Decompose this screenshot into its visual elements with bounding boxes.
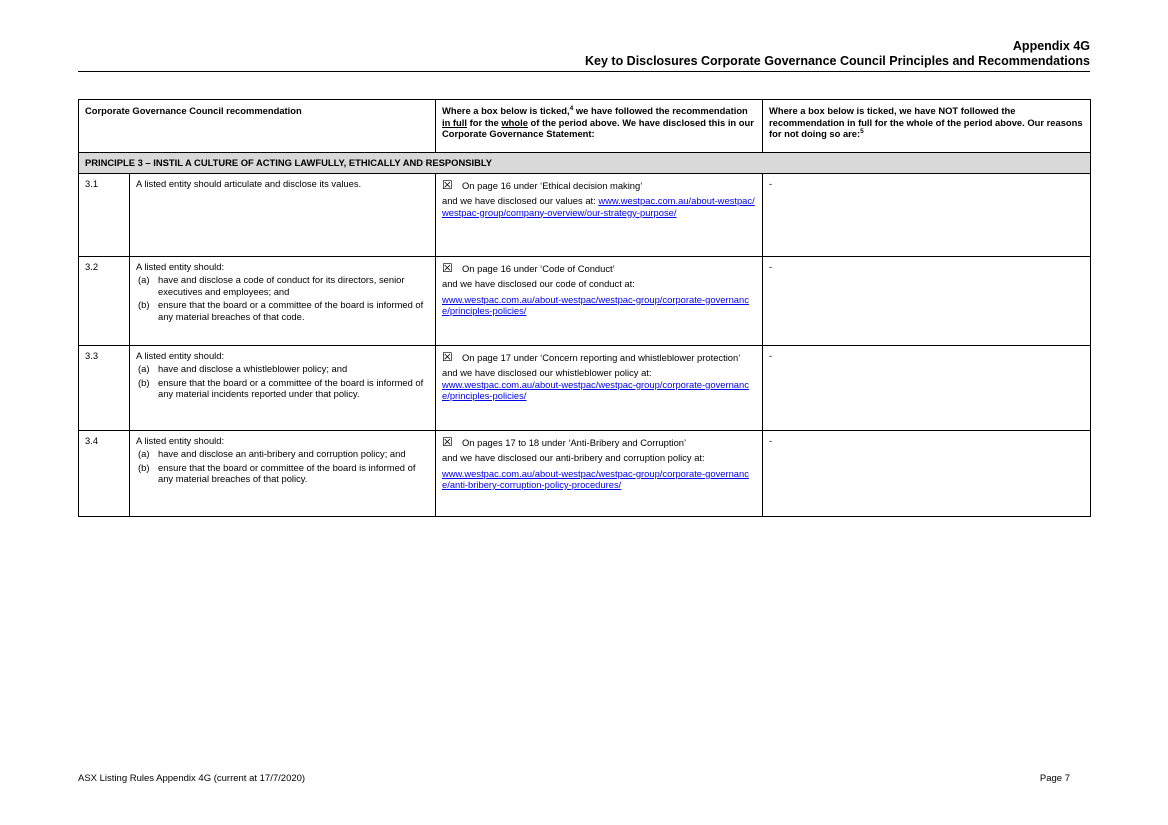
- sub-text: have and disclose a whistleblower policy; and: [158, 363, 348, 374]
- rec-intro: A listed entity should:: [136, 349, 225, 361]
- col-header-not-followed: Where a box below is ticked, we have NOT followed the recommendation in full for the whole of the period above. Our reasons for not doing so are:$^5$: [763, 100, 1091, 153]
- sub-label: (b): [138, 461, 150, 473]
- sub-text: ensure that the board or a committee of the board is informed of any material breaches of that code.: [158, 299, 424, 322]
- not-followed-cell: -: [763, 256, 1091, 345]
- rec-cell: [130, 345, 436, 430]
- col-header-recommendation: Corporate Governance Council recommendation: [79, 100, 436, 153]
- appendix-label: Appendix 4G: [1012, 39, 1090, 53]
- not-followed-cell: -: [763, 173, 1091, 256]
- page-header: [78, 39, 1090, 69]
- rec-number: 3.2: [79, 256, 130, 345]
- checked-text: On page 17 under ‘Concern reporting and whistleblower protection’: [462, 351, 741, 363]
- table-row: [79, 173, 1091, 256]
- page-number: Page 7: [1039, 773, 1070, 784]
- rec-text: A listed entity should articulate and disclose its values.: [130, 173, 436, 256]
- footnote-ref: 5: [860, 127, 864, 135]
- policy-link[interactable]: www.westpac.com.au/about-westpac/westpac-group/corporate-governance/anti-bribery-corruption-policy-procedures/: [442, 467, 749, 490]
- sub-label: (a): [138, 448, 150, 459]
- rec-number: 3.1: [79, 173, 130, 256]
- rec-number: 3.3: [79, 345, 130, 430]
- rec-intro: A listed entity should:: [136, 434, 225, 446]
- principle-row: [79, 153, 1091, 174]
- sub-label: (a): [138, 274, 150, 285]
- checked-box-icon: ☒: [442, 177, 453, 192]
- disclosure-table: [78, 99, 1091, 517]
- policy-link[interactable]: www.westpac.com.au/about-westpac/westpac-group/corporate-governance/principles-policies/: [442, 378, 749, 401]
- table-row: [79, 430, 1091, 516]
- footnote-ref: 4: [569, 104, 574, 112]
- table-row: [79, 345, 1091, 430]
- followed-cell: [436, 256, 763, 345]
- checked-box-icon: ☒: [442, 260, 453, 275]
- sub-text: ensure that the board or committee of the board is informed of any material breaches of that policy.: [158, 461, 416, 484]
- followed-cell: [436, 345, 763, 430]
- table-row: [79, 256, 1091, 345]
- document-title: Key to Disclosures Corporate Governance Council Principles and Recommendations: [585, 54, 1090, 68]
- sub-text: ensure that the board or a committee of the board is informed of any material incidents reported under that policy.: [158, 376, 424, 399]
- principle-title: PRINCIPLE 3 – INSTIL A CULTURE OF ACTING LAWFULLY, ETHICALLY AND RESPONSIBLY: [79, 153, 1091, 174]
- checked-text: On pages 17 to 18 under ‘Anti-Bribery and Corruption’: [462, 436, 687, 448]
- disclosed-text: and we have disclosed our code of conduct at:: [442, 278, 635, 289]
- followed-cell: [436, 430, 763, 516]
- rec-cell: [130, 430, 436, 516]
- rec-intro: A listed entity should:: [136, 260, 225, 272]
- sub-text: have and disclose a code of conduct for its directors, senior executives and employees; and: [158, 274, 405, 297]
- disclosed-text: and we have disclosed our anti-bribery and corruption policy at:: [442, 452, 705, 463]
- rec-number: 3.4: [79, 430, 130, 516]
- sub-label: (b): [138, 376, 150, 388]
- sub-text: have and disclose an anti-bribery and corruption policy; and: [158, 448, 406, 459]
- checked-text: On page 16 under ‘Ethical decision making’: [462, 179, 643, 191]
- footer-source: ASX Listing Rules Appendix 4G (current at 17/7/2020): [78, 773, 306, 784]
- header-divider: [78, 71, 1090, 72]
- sub-label: (a): [138, 363, 150, 374]
- checked-text: On page 16 under ‘Code of Conduct’: [462, 262, 615, 274]
- col-header-followed: Where a box below is ticked,$^4$ we have followed the recommendation in full for the whole of the period above. We have disclosed this in our Corporate Governance Statement:: [436, 100, 763, 153]
- checked-box-icon: ☒: [442, 349, 453, 364]
- followed-cell: [436, 173, 763, 256]
- checked-box-icon: ☒: [442, 434, 453, 449]
- policy-link[interactable]: www.westpac.com.au/about-westpac/westpac-group/corporate-governance/principles-policies/: [442, 293, 749, 316]
- disclosed-text: and we have disclosed our whistleblower policy at:: [442, 367, 652, 378]
- table-header-row: [79, 100, 1091, 153]
- disclosed-text: and we have disclosed our values at:: [442, 195, 599, 206]
- not-followed-cell: -: [763, 430, 1091, 516]
- rec-cell: [130, 256, 436, 345]
- sub-label: (b): [138, 299, 150, 310]
- policy-link[interactable]: www.westpac.com.au/about-westpac/westpac-group/company-overview/our-strategy-purpose/: [442, 195, 755, 218]
- not-followed-cell: -: [763, 345, 1091, 430]
